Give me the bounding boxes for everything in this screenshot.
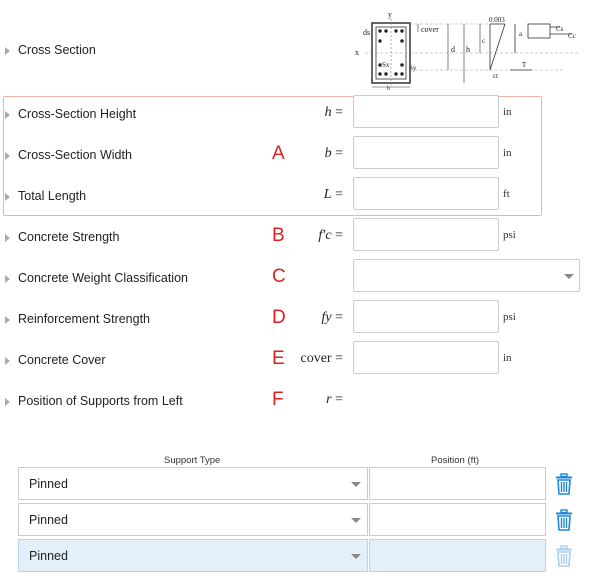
diagram-strain-label: 0.003 (489, 16, 505, 24)
diagram-cs-label: Cs (556, 25, 564, 33)
symbol-equals: = (331, 392, 343, 407)
support-row (18, 503, 546, 536)
diagram-cc-label: Cc (568, 32, 576, 40)
chevron-down-icon (351, 518, 361, 523)
chevron-right-icon[interactable] (5, 357, 10, 365)
field-label: Concrete Cover (18, 353, 106, 367)
diagram-a-label: a (519, 30, 523, 38)
field-input[interactable] (353, 95, 499, 128)
symbol-variable: fy (321, 310, 332, 325)
chevron-right-icon[interactable] (5, 111, 10, 119)
diagram-b-label: b (387, 86, 390, 92)
annotation-letter: E (272, 348, 285, 369)
diagram-et-label: εt (493, 72, 498, 80)
field-row (0, 259, 595, 300)
diagram-x-label: x (355, 48, 359, 57)
field-symbol (321, 310, 343, 326)
field-symbol (324, 187, 343, 203)
chevron-right-icon[interactable] (5, 398, 10, 406)
field-row (0, 218, 595, 259)
field-row (0, 300, 595, 341)
field-label: Position of Supports from Left (18, 394, 183, 408)
field-label: Total Length (18, 189, 87, 203)
unit-label: psi (503, 311, 516, 323)
field-input[interactable] (353, 300, 499, 333)
support-position-input[interactable] (369, 503, 546, 536)
field-label: Cross-Section Width (18, 148, 132, 162)
field-symbol (325, 146, 343, 162)
diagram-ds-label: ds (363, 28, 371, 37)
chevron-down-icon (351, 554, 361, 559)
field-symbol (301, 351, 344, 367)
support-type-select[interactable] (18, 503, 368, 536)
diagram-y-label: y (388, 10, 392, 19)
field-input[interactable] (353, 177, 499, 210)
diagram-sx-label: Sx (382, 61, 390, 69)
diagram-cover-label: cover (421, 25, 439, 34)
field-label: Concrete Strength (18, 230, 120, 244)
field-input[interactable] (353, 136, 499, 169)
diagram-t-label: T (522, 61, 527, 69)
diagram-sy-label: Sy (409, 64, 417, 72)
unit-label: in (503, 147, 512, 159)
symbol-variable: h (324, 105, 332, 120)
support-position-input[interactable] (369, 539, 546, 572)
field-row (0, 95, 595, 136)
symbol-equals: = (331, 228, 343, 243)
symbol-equals: = (331, 187, 343, 202)
annotation-letter: A (272, 143, 285, 164)
trash-icon[interactable] (555, 545, 573, 567)
cross-section-label: Cross Section (18, 43, 96, 57)
annotation-letter: C (272, 266, 286, 287)
field-row (0, 382, 595, 423)
chevron-right-icon (5, 47, 10, 55)
support-position-input[interactable] (369, 467, 546, 500)
field-row (0, 177, 595, 218)
symbol-equals: = (331, 105, 343, 120)
unit-label: psi (503, 229, 516, 241)
symbol-variable: L (323, 187, 332, 202)
support-type-select[interactable] (18, 467, 368, 500)
field-symbol (326, 392, 343, 408)
symbol-equals: = (331, 310, 343, 325)
field-label: Concrete Weight Classification (18, 271, 188, 285)
field-row (0, 341, 595, 382)
symbol-variable: f′c (318, 228, 332, 243)
support-type-select[interactable] (18, 539, 368, 572)
field-input[interactable] (353, 341, 499, 374)
support-type-header: Support Type (164, 455, 221, 466)
field-label: Cross-Section Height (18, 107, 137, 121)
diagram-h-label: h (466, 45, 470, 54)
annotation-letter: B (272, 225, 285, 246)
chevron-right-icon[interactable] (5, 193, 10, 201)
support-row (18, 539, 546, 572)
support-type-value: Pinned (29, 477, 68, 491)
field-symbol (318, 228, 343, 244)
unit-label: in (503, 106, 512, 118)
trash-icon[interactable] (555, 509, 573, 531)
diagram-d-label: d (451, 45, 455, 54)
diagram-c-label: c (482, 37, 486, 45)
annotation-letter: F (272, 389, 284, 410)
chevron-right-icon[interactable] (5, 152, 10, 160)
field-input[interactable] (353, 218, 499, 251)
unit-label: ft (503, 188, 510, 200)
support-type-value: Pinned (29, 513, 68, 527)
field-row (0, 136, 595, 177)
chevron-right-icon[interactable] (5, 316, 10, 324)
unit-label: in (503, 352, 512, 364)
chevron-down-icon (564, 274, 574, 279)
symbol-equals: cover = (300, 351, 343, 366)
concrete-weight-select[interactable] (353, 259, 580, 292)
trash-icon[interactable] (555, 473, 573, 495)
chevron-down-icon (351, 482, 361, 487)
field-symbol (325, 105, 343, 121)
cross-section-diagram (350, 8, 585, 94)
support-row (18, 467, 546, 500)
chevron-right-icon[interactable] (5, 234, 10, 242)
symbol-variable: b (324, 146, 332, 161)
position-header: Position (ft) (431, 455, 480, 466)
symbol-variable: r (326, 392, 332, 407)
chevron-right-icon[interactable] (5, 275, 10, 283)
symbol-equals: = (331, 146, 343, 161)
annotation-letter: D (272, 307, 286, 328)
support-type-value: Pinned (29, 549, 68, 563)
field-label: Reinforcement Strength (18, 312, 151, 326)
